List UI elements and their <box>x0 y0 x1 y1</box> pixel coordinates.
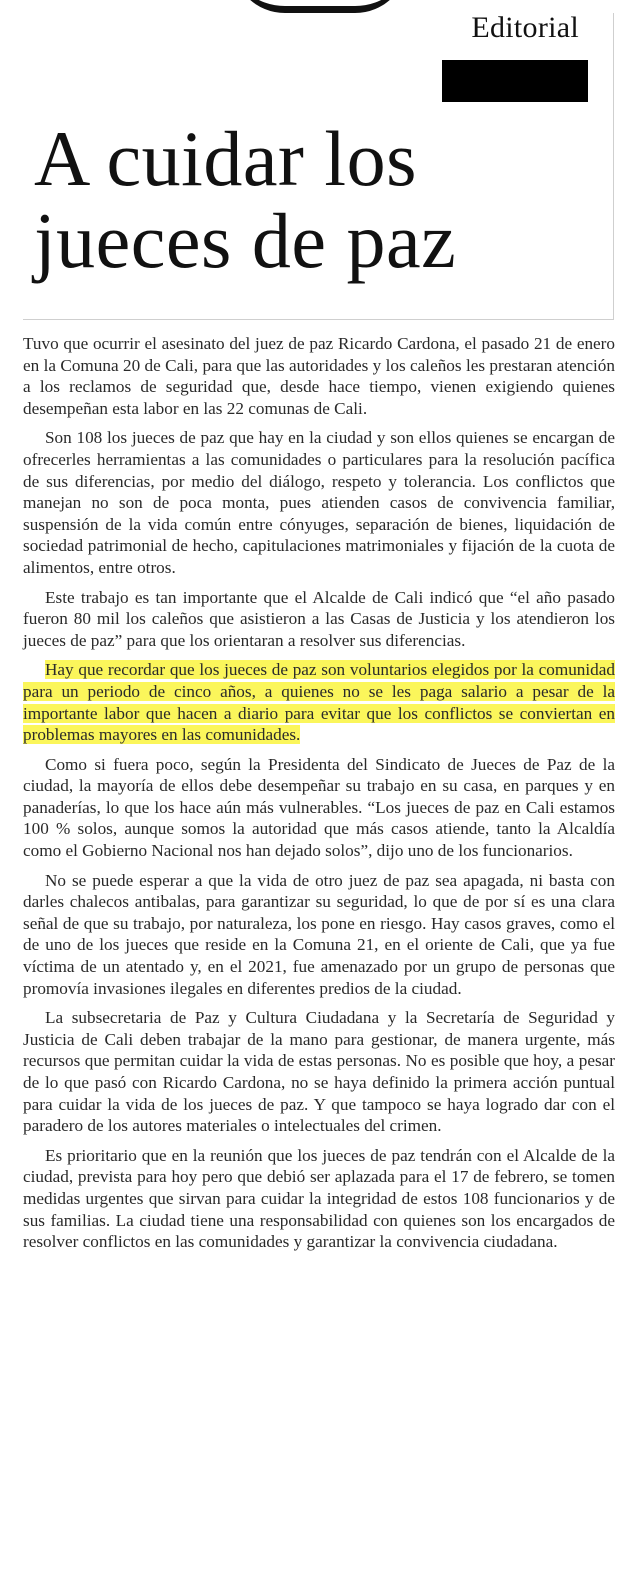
paragraph-6: No se puede esperar a que la vida de otro juez de paz sea apagada, ni basta con darles chalecos antibalas, para garantizar su seguridad, lo que de por sí es una clara señal de que su trabajo, por naturaleza, los pone en riesgo. Hay casos graves, como el de uno de los jueces que reside en la Comuna 21, en el oriente de Cali, que ya fue víctima de un atentado y, en el 2021, fue amenazado por un grupo de personas que promovía invasiones ilegales en diferentes predios de la ciudad. <box>23 870 615 998</box>
paragraph-4-highlighted <box>23 659 615 745</box>
paragraph-2: Son 108 los jueces de paz que hay en la ciudad y son ellos quienes se encargan de ofrecerles herramientas a las comunidades o particulares para la resolución pacífica de sus diferencias, por medio del diálogo, respeto y tolerancia. Los conflictos que manejan no son de poca monta, pues atienden casos de convivencia familiar, suspensión de la vida común entre cónyuges, separación de bienes, liquidación de sociedad patrimonial de hecho, capitulaciones matrimoniales y fijación de la cuota de alimentos, entre otros. <box>23 428 615 577</box>
article-body <box>23 333 615 1261</box>
paragraph-7: La subsecretaria de Paz y Cultura Ciudadana y la Secretaría de Seguridad y Justicia de Cali deben trabajar de la mano para gestionar, de manera urgente, más recursos que permitan cuidar la vida de estas personas. No es posible que hoy, a pesar de lo que pasó con Ricardo Cardona, no se haya definido la primera acción puntual para cuidar la vida de los jueces de paz. Y que tampoco se haya logrado dar con el paradero de los autores materiales o intelectuales del crimen. <box>23 1008 615 1136</box>
paragraph-1: Tuvo que ocurrir el asesinato del juez de paz Ricardo Cardona, el pasado 21 de enero en la Comuna 20 de Cali, para que las autoridades y los caleños les prestaran atención a los reclamos de seguridad que, desde hace tiempo, vienen exigiendo quienes desempeñan esta labor en las 22 comunas de Cali. <box>23 334 615 418</box>
headline: A cuidar los jueces de paz <box>34 115 457 284</box>
top-decorative-shape <box>232 0 408 13</box>
redaction-bar <box>442 60 588 102</box>
section-label: Editorial <box>471 11 579 44</box>
paragraph-8: Es prioritario que en la reunión que los jueces de paz tendrán con el Alcalde de la ciudad, prevista para hoy pero que debió ser aplazada para el 17 de febrero, se tomen medidas urgentes que sirvan para cuidar la integridad de estos 108 funcionarios y de sus familias. La ciudad tiene una responsabilidad con quienes son los encargados de resolver conflictos en las comunidades y garantizar la convivencia ciudadana. <box>23 1145 615 1252</box>
paragraph-3: Este trabajo es tan importante que el Alcalde de Cali indicó que “el año pasado fueron 80 mil los caleños que asistieron a las Casas de Justicia y los atendieron los jueces de paz” para que los orientaran a resolver sus diferencias. <box>23 587 615 650</box>
highlighted-text: Hay que recordar que los jueces de paz son voluntarios elegidos por la comunidad para un periodo de cinco años, a quienes no se les paga salario a pesar de la importante labor que hacen a diario para evitar que los conflictos se conviertan en problemas mayores en las comunidades. <box>23 660 615 745</box>
paragraph-5: Como si fuera poco, según la Presidenta del Sindicato de Jueces de Paz de la ciudad, la mayoría de ellos debe desempeñar su trabajo en su casa, en parques y en panaderías, lo que los hace aún más vulnerables. “Los jueces de paz en Cali estamos 100 % solos, aunque somos la autoridad que más casos atiende, tanto la Alcaldía como el Gobierno Nacional nos han dejado solos”, dijo uno de los funcionarios. <box>23 754 615 861</box>
